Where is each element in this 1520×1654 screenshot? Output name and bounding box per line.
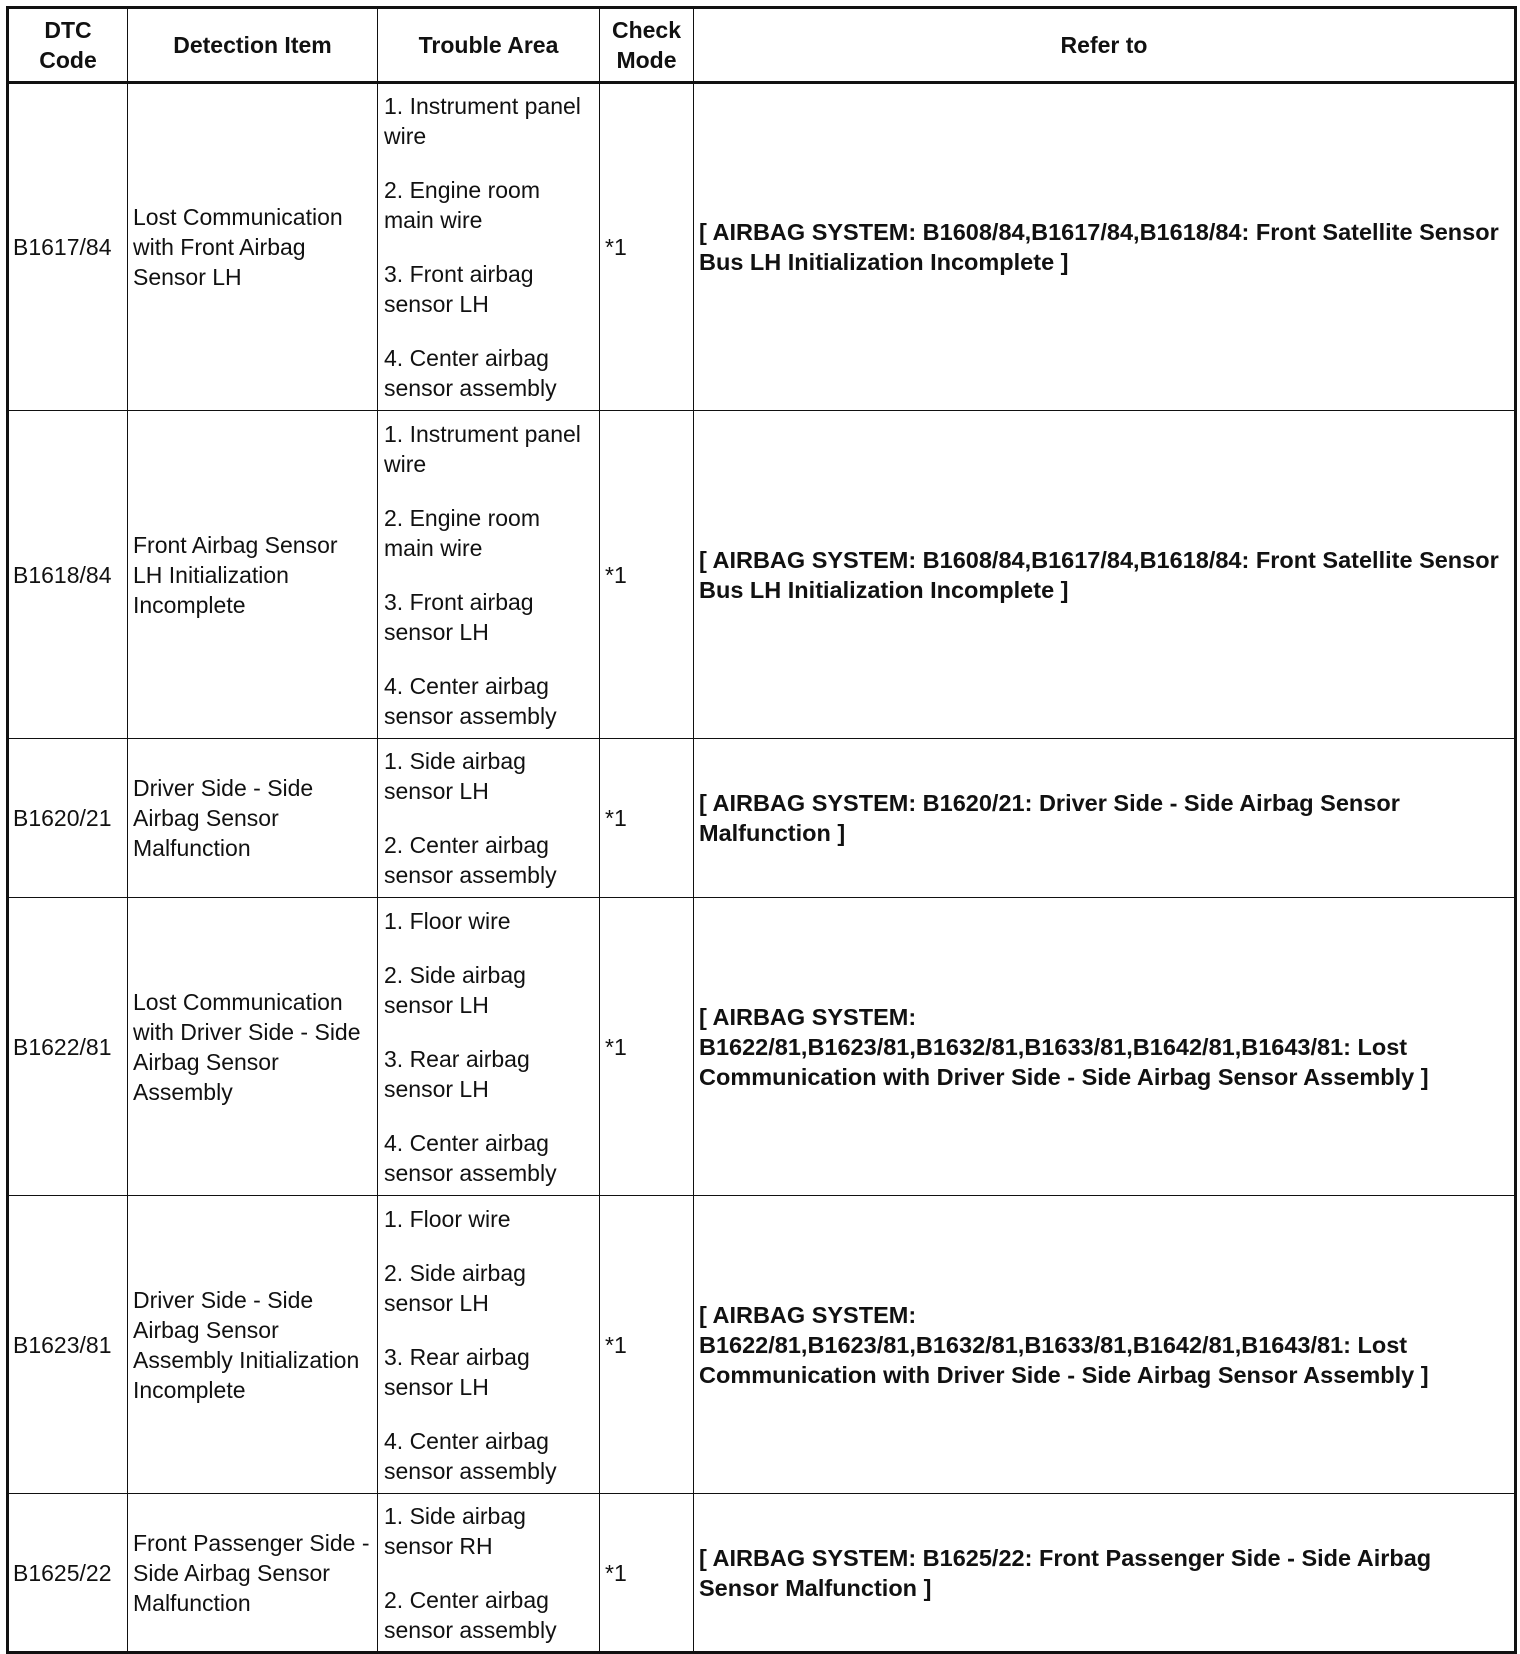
trouble-area-cell xyxy=(378,83,600,411)
refer-to-link[interactable]: [ AIRBAG SYSTEM: B1608/84,B1617/84,B1618/84: Front Satellite Sensor Bus LH Initialization Incomplete ] xyxy=(694,411,1516,739)
check-mode-cell: *1 xyxy=(600,83,694,411)
detection-item-cell: Lost Communication with Front Airbag Sensor LH xyxy=(128,83,378,411)
trouble-area-item: 1. Side airbag sensor LH xyxy=(384,748,526,804)
trouble-area-item: 4. Center airbag sensor assembly xyxy=(384,1129,557,1186)
trouble-area-item: 4. Center airbag sensor assembly xyxy=(384,1427,557,1484)
table-row xyxy=(8,411,1516,739)
trouble-area-item: 1. Floor wire xyxy=(384,907,511,934)
header-detection-item: Detection Item xyxy=(128,8,378,83)
dtc-code-cell: B1623/81 xyxy=(8,1196,128,1494)
check-mode-cell: *1 xyxy=(600,1196,694,1494)
trouble-area-item: 1. Side airbag sensor RH xyxy=(384,1502,526,1559)
refer-to-link[interactable]: [ AIRBAG SYSTEM: B1620/21: Driver Side - Side Airbag Sensor Malfunction ] xyxy=(694,739,1516,898)
trouble-area-cell xyxy=(378,739,600,898)
trouble-area-item: 2. Engine room main wire xyxy=(384,177,540,233)
detection-item-cell: Front Passenger Side - Side Airbag Sensor Malfunction xyxy=(128,1494,378,1653)
trouble-area-item: 2. Center airbag sensor assembly xyxy=(384,1586,557,1643)
trouble-area-cell xyxy=(378,898,600,1196)
header-trouble-area: Trouble Area xyxy=(378,8,600,83)
refer-to-link[interactable]: [ AIRBAG SYSTEM: B1608/84,B1617/84,B1618/84: Front Satellite Sensor Bus LH Initialization Incomplete ] xyxy=(694,83,1516,411)
trouble-area-cell xyxy=(378,1196,600,1494)
refer-to-link[interactable]: [ AIRBAG SYSTEM: B1622/81,B1623/81,B1632/81,B1633/81,B1642/81,B1643/81: Lost Communication with Driver Side - Side Airbag Sensor Assembly ] xyxy=(694,898,1516,1196)
dtc-table xyxy=(6,6,1517,1654)
dtc-code-cell: B1617/84 xyxy=(8,83,128,411)
trouble-area-item: 3. Rear airbag sensor LH xyxy=(384,1045,530,1102)
header-check-mode: Check Mode xyxy=(600,8,694,83)
header-dtc-code: DTC Code xyxy=(8,8,128,83)
table-row xyxy=(8,1196,1516,1494)
trouble-area-item: 3. Front airbag sensor LH xyxy=(384,588,534,645)
trouble-area-item: 2. Center airbag sensor assembly xyxy=(384,832,557,888)
detection-item-cell: Driver Side - Side Airbag Sensor Malfunction xyxy=(128,739,378,898)
trouble-area-cell xyxy=(378,411,600,739)
dtc-code-cell: B1625/22 xyxy=(8,1494,128,1653)
table-body xyxy=(8,83,1516,1653)
check-mode-cell: *1 xyxy=(600,739,694,898)
check-mode-cell: *1 xyxy=(600,1494,694,1653)
trouble-area-item: 1. Instrument panel wire xyxy=(384,93,581,149)
trouble-area-item: 3. Rear airbag sensor LH xyxy=(384,1343,530,1400)
trouble-area-item: 2. Side airbag sensor LH xyxy=(384,1259,526,1316)
refer-to-link[interactable]: [ AIRBAG SYSTEM: B1622/81,B1623/81,B1632/81,B1633/81,B1642/81,B1643/81: Lost Communication with Driver Side - Side Airbag Sensor Assembly ] xyxy=(694,1196,1516,1494)
check-mode-cell: *1 xyxy=(600,898,694,1196)
refer-to-link[interactable]: [ AIRBAG SYSTEM: B1625/22: Front Passenger Side - Side Airbag Sensor Malfunction ] xyxy=(694,1494,1516,1653)
dtc-code-cell: B1622/81 xyxy=(8,898,128,1196)
trouble-area-item: 2. Engine room main wire xyxy=(384,504,540,561)
table-row xyxy=(8,898,1516,1196)
trouble-area-item: 1. Instrument panel wire xyxy=(384,420,581,477)
trouble-area-item: 4. Center airbag sensor assembly xyxy=(384,672,557,729)
dtc-code-cell: B1620/21 xyxy=(8,739,128,898)
header-row xyxy=(8,8,1516,83)
trouble-area-item: 2. Side airbag sensor LH xyxy=(384,961,526,1018)
trouble-area-item: 1. Floor wire xyxy=(384,1205,511,1232)
dtc-code-cell: B1618/84 xyxy=(8,411,128,739)
detection-item-cell: Driver Side - Side Airbag Sensor Assembly Initialization Incomplete xyxy=(128,1196,378,1494)
table-row xyxy=(8,739,1516,898)
trouble-area-item: 3. Front airbag sensor LH xyxy=(384,261,534,317)
trouble-area-cell xyxy=(378,1494,600,1653)
check-mode-cell: *1 xyxy=(600,411,694,739)
table-row xyxy=(8,83,1516,411)
header-refer-to: Refer to xyxy=(694,8,1516,83)
detection-item-cell: Lost Communication with Driver Side - Side Airbag Sensor Assembly xyxy=(128,898,378,1196)
detection-item-cell: Front Airbag Sensor LH Initialization Incomplete xyxy=(128,411,378,739)
trouble-area-item: 4. Center airbag sensor assembly xyxy=(384,345,557,401)
table-row xyxy=(8,1494,1516,1653)
